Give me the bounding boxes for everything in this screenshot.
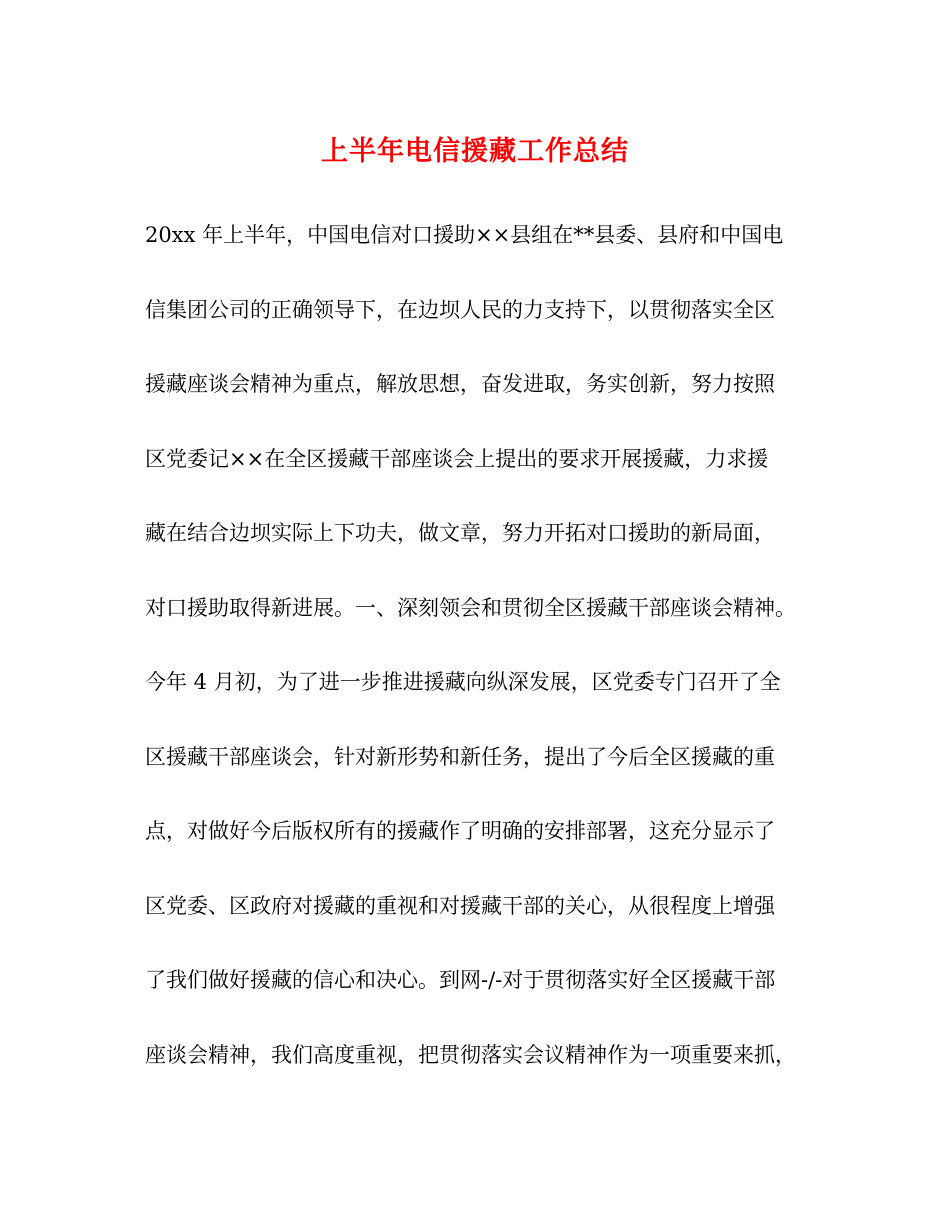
document-body (145, 210, 815, 1104)
body-line: 对口援助取得新进展。一、深刻领会和贯彻全区援藏干部座谈会精神。 (145, 595, 796, 620)
body-line: 区党委记××在全区援藏干部座谈会上提出的要求开展援藏，力求援 (145, 446, 769, 471)
body-line: 20xx 年上半年，中国电信对口援助××县组在**县委、县府和中国电 (145, 223, 784, 247)
body-line: 区党委、区政府对援藏的重视和对援藏干部的关心，从很程度上增强 (145, 893, 775, 918)
body-line: 今年 4 月初，为了进一步推进援藏向纵深发展，区党委专门召开了全 (145, 670, 781, 694)
body-line: 点，对做好今后版权所有的援藏作了明确的安排部署，这充分显示了 (145, 819, 775, 843)
body-line: 了我们做好援藏的信心和决心。到网-/-对于贯彻落实好全区援藏干部 (145, 968, 776, 992)
body-line: 区援藏干部座谈会，针对新形势和新任务，提出了今后全区援藏的重 (145, 744, 775, 769)
document-title: 上半年电信援藏工作总结 (321, 136, 629, 167)
body-line: 藏在结合边坝实际上下功夫，做文章，努力开拓对口援助的新局面， (145, 521, 775, 545)
body-line: 信集团公司的正确领导下，在边坝人民的力支持下，以贯彻落实全区 (145, 297, 775, 322)
body-line: 座谈会精神，我们高度重视，把贯彻落实会议精神作为一项重要来抓， (145, 1042, 796, 1067)
body-line: 援藏座谈会精神为重点，解放思想，奋发进取，务实创新，努力按照 (145, 372, 775, 396)
